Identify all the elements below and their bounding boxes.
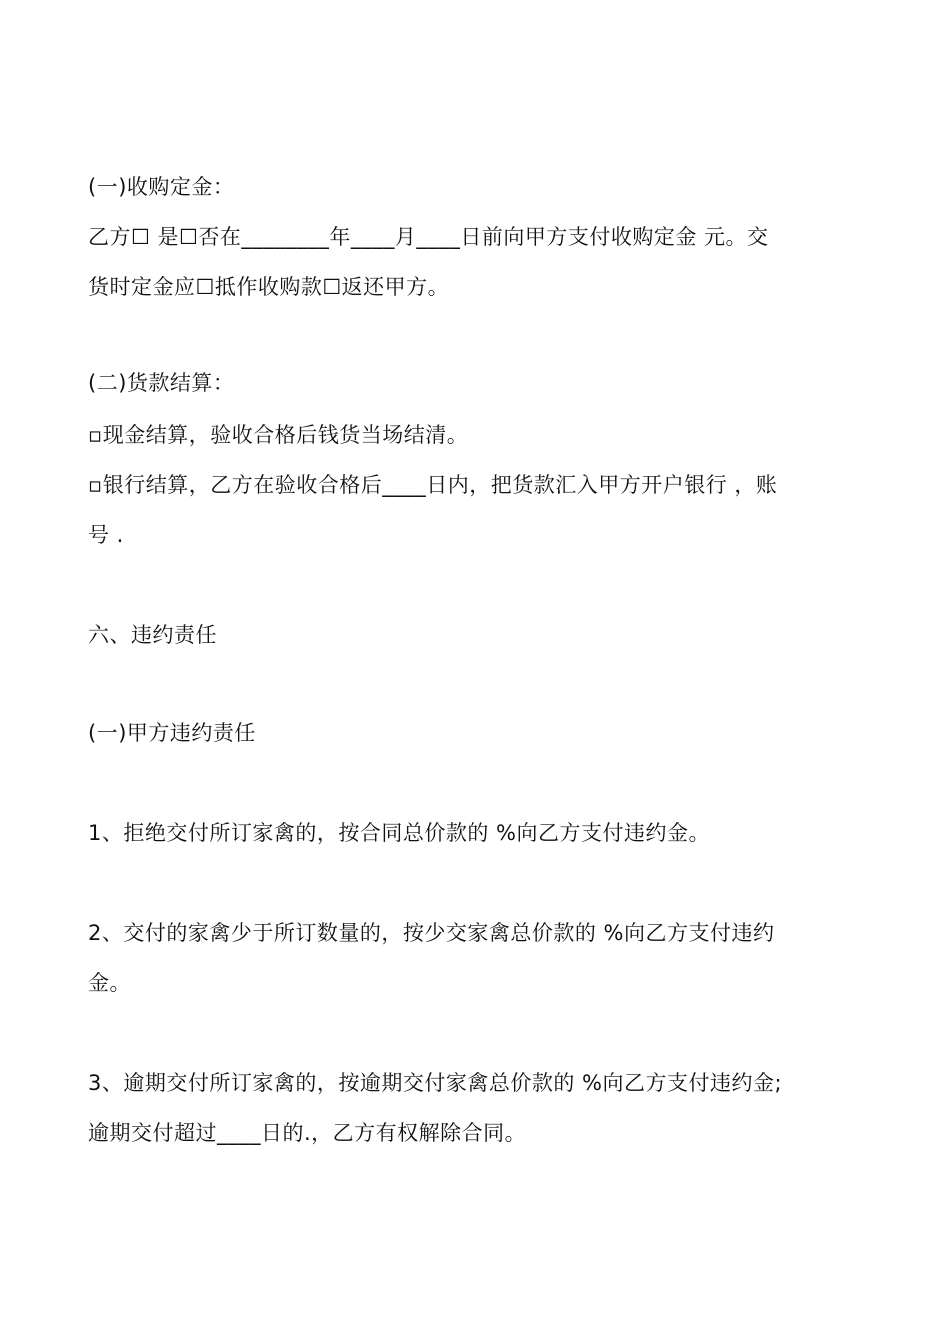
subsection-heading-party-a: (一)甲方违约责任 [88, 721, 256, 745]
payment-option-bank-line-1: ▫银行结算，乙方在验收合格后____日内，把货款汇入甲方开户银行 ，账 [88, 473, 778, 497]
clause-3-line-1: 3、逾期交付所订家禽的，按逾期交付家禽总价款的 %向乙方支付违约金; [88, 1071, 783, 1095]
deposit-clause-line-2: 货时定金应☐抵作收购款☐返还甲方。 [88, 275, 450, 299]
clause-2-line-1: 2、交付的家禽少于所订数量的，按少交家禽总价款的 %向乙方支付违约 [88, 921, 775, 945]
section-heading-deposit: (一)收购定金： [88, 175, 235, 199]
payment-option-bank-line-2: 号 . [88, 523, 124, 547]
section-heading-liability: 六、违约责任 [88, 623, 217, 647]
clause-2-line-2: 金。 [88, 971, 131, 995]
payment-option-cash: ▫现金结算，验收合格后钱货当场结清。 [88, 423, 469, 447]
clause-1: 1、拒绝交付所订家禽的，按合同总价款的 %向乙方支付违约金。 [88, 821, 710, 845]
section-heading-payment: (二)货款结算： [88, 371, 235, 395]
clause-3-line-2: 逾期交付超过____日的.，乙方有权解除合同。 [88, 1121, 527, 1145]
deposit-clause-line-1: 乙方☐ 是☐否在________年____月____日前向甲方支付收购定金 元。交 [88, 225, 769, 249]
